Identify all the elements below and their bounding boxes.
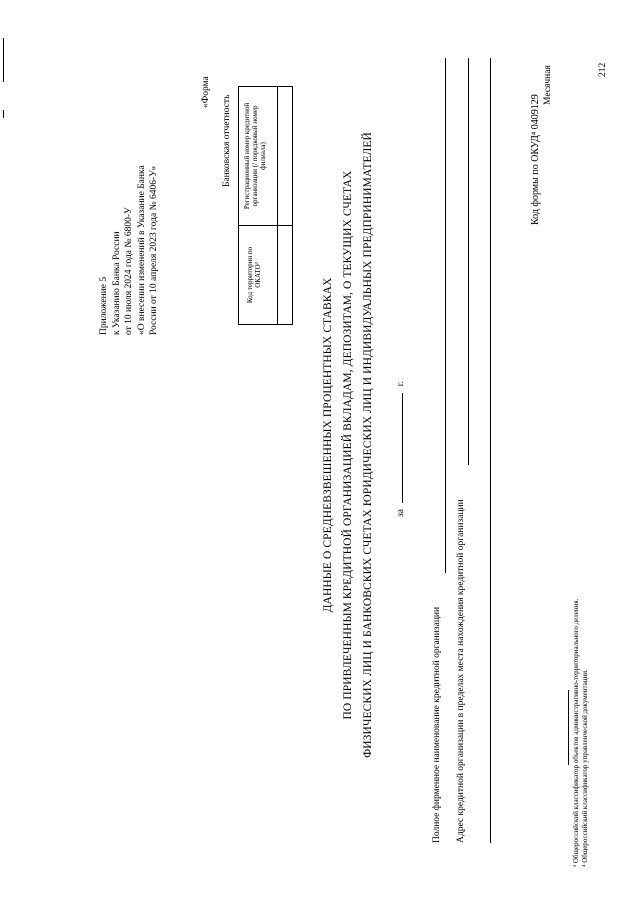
- period-suffix: г.: [396, 381, 406, 387]
- okato-code-header-cell: [238, 225, 278, 325]
- report-type: Банковская отчетность: [222, 94, 232, 187]
- appendix-line: Приложение 5: [99, 276, 109, 335]
- footnote-separator: [568, 690, 569, 765]
- form-label: «Форма: [201, 76, 211, 108]
- org-address-line-2[interactable]: [490, 58, 491, 843]
- appendix-line: к Указанию Банка России: [111, 231, 122, 335]
- appendix-line: России от 10 апреля 2023 года № 6406-У»: [149, 165, 159, 335]
- page-number: 212: [598, 62, 608, 77]
- footnote: ⁴ Общероссийский классификатор управленческой документации.: [581, 669, 589, 867]
- title-line: ПО ПРИВЛЕЧЕННЫМ КРЕДИТНОЙ ОРГАНИЗАЦИЕЙ ВКЛАДАМ, ДЕПОЗИТАМ, О ТЕКУЩИХ СЧЕТАХ: [342, 170, 354, 720]
- okato-code-value-cell[interactable]: [277, 225, 293, 325]
- reg-number-value-cell[interactable]: [277, 86, 293, 226]
- periodicity: Месячная: [543, 65, 553, 105]
- appendix-line: от 10 июля 2024 года № 6800-У: [124, 207, 134, 335]
- period-input[interactable]: [392, 393, 403, 503]
- appendix-block: [98, 165, 161, 335]
- period-prefix: за: [396, 509, 406, 517]
- title-line: ФИЗИЧЕСКИХ ЛИЦ И БАНКОВСКИХ СЧЕТАХ ЮРИДИЧЕСКИХ ЛИЦ И ИНДИВИДУАЛЬНЫХ ПРЕДПРИНИМАТЕЛЕЙ: [362, 132, 374, 758]
- okud-code: Код формы по ОКУД⁴ 0409129: [530, 94, 541, 225]
- title-line: ДАННЫЕ О СРЕДНЕВЗВЕШЕННЫХ ПРОЦЕНТНЫХ СТАВКАХ: [322, 277, 334, 613]
- form-title: [318, 125, 378, 765]
- org-address-line[interactable]: [468, 58, 469, 465]
- okato-code-header: Код территории по ОКАТО³: [246, 246, 262, 304]
- reg-number-header: Регистрационный номер кредитной организации (/ порядковый номер филиала): [243, 102, 267, 210]
- org-name-label: Полное фирменное наименование кредитной организации: [432, 606, 442, 843]
- appendix-line: «О внесении изменений в Указание Банка: [136, 165, 147, 335]
- org-address-label: Адрес кредитной организации в пределах места нахождения кредитной организации: [456, 499, 466, 843]
- org-name-line[interactable]: [445, 58, 446, 573]
- reg-number-header-cell: [238, 86, 278, 226]
- period-row: [392, 381, 407, 517]
- footnote: ³ Общероссийский классификатор объектов административно-территориального деления.: [572, 598, 580, 867]
